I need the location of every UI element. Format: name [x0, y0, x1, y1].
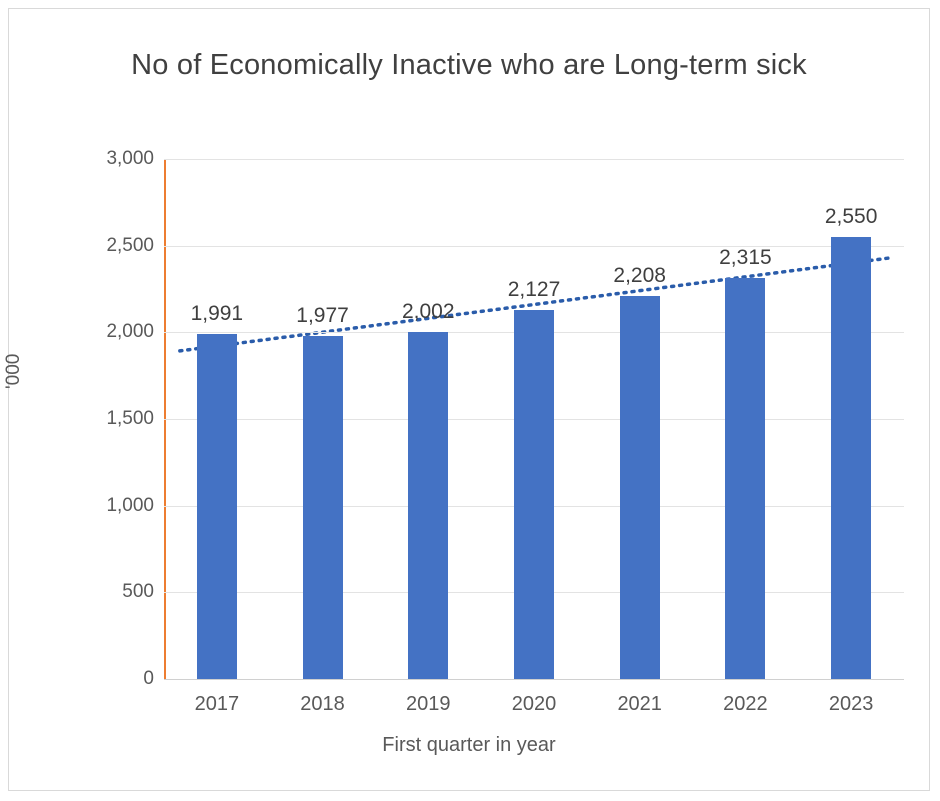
bar-value-label: 2,002: [401, 300, 455, 323]
y-axis-tick-label: 2,500: [106, 234, 154, 256]
bar-value-label: 2,315: [719, 245, 772, 269]
bar[interactable]: [620, 296, 660, 679]
y-axis-tick-labels: [49, 148, 154, 689]
y-axis-tick-label: 3,000: [106, 148, 154, 169]
bar-value-label: 2,550: [824, 205, 878, 228]
chart-title: No of Economically Inactive who are Long-term sick: [131, 49, 807, 81]
bar-group: [587, 159, 693, 679]
bar-group: [798, 159, 904, 679]
x-axis-line: [164, 679, 904, 680]
bar-value-label: 2,127: [507, 278, 561, 302]
plot-area: [164, 159, 904, 679]
chart-container: [3, 8, 930, 791]
y-axis-tick-label: 1,000: [106, 494, 154, 516]
bar-group: [481, 159, 587, 679]
bar-group: [375, 159, 481, 679]
bar-group: [270, 159, 376, 679]
y-axis-tick-label: 2,000: [106, 321, 154, 343]
bar-group: [164, 159, 270, 679]
y-axis-tick-label: 0: [143, 668, 154, 689]
bar-value-label: 1,977: [296, 304, 349, 328]
y-axis-tick-label: 500: [122, 581, 154, 603]
bar-group: [693, 159, 799, 679]
bar[interactable]: [514, 310, 554, 679]
x-axis-tick-label: 2018: [300, 693, 345, 715]
bar[interactable]: [725, 278, 765, 679]
bar[interactable]: [408, 332, 448, 679]
y-axis-tick-label: 1,500: [106, 408, 154, 429]
x-axis-tick-label: 2019: [406, 693, 451, 715]
bar-value-label: 1,991: [190, 301, 244, 325]
y-axis-title: '000: [3, 353, 24, 389]
bar-value-label: 2,208: [613, 264, 666, 288]
x-axis-tick-label: 2017: [194, 693, 240, 715]
bar[interactable]: [303, 336, 343, 679]
x-axis-tick-label: 2020: [511, 693, 557, 715]
bar[interactable]: [197, 334, 237, 679]
x-axis-tick-label: 2021: [617, 693, 662, 715]
x-axis-title: First quarter in year: [382, 734, 556, 756]
x-axis-tick-label: 2023: [828, 693, 874, 715]
bar[interactable]: [831, 237, 871, 679]
x-axis-tick-label: 2022: [723, 693, 768, 715]
